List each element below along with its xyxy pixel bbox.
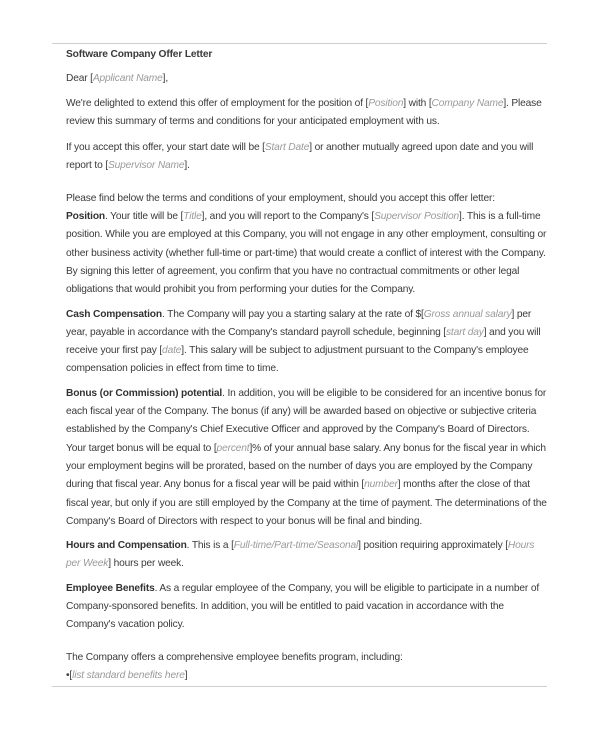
benefits-heading: Employee Benefits	[66, 582, 155, 594]
greeting-text: Dear [	[66, 73, 93, 85]
intro-text: ]. Please review this summary of terms and conditions for your anticipated employment with us.	[66, 97, 542, 127]
company-name-placeholder: Company Name	[431, 97, 504, 109]
hours-paragraph	[66, 537, 550, 574]
hours-per-week-placeholder: Hours per Week	[66, 540, 535, 570]
bonus-text: ] months after the close of that fiscal year, but only if you are still employed by the Company at the time of payment. The determinations of the Company's Board of Directors with respect to your bonus will be final and binding.	[66, 479, 547, 527]
intro-text: ] with [	[403, 97, 432, 109]
position-heading: Position	[66, 211, 105, 223]
hours-heading: Hours and Compensation	[66, 540, 187, 552]
accept-paragraph	[66, 139, 550, 176]
title-placeholder: Title	[183, 211, 202, 223]
accept-text: ] or another mutually agreed upon date and you will report to [	[66, 142, 534, 172]
benefits-list-item	[66, 667, 550, 685]
number-placeholder: number	[364, 479, 398, 491]
intro-text: We're delighted to extend this offer of employment for the position of [	[66, 97, 369, 109]
accept-text: If you accept this offer, your start date will be [	[66, 142, 265, 154]
accept-text: ].	[184, 160, 190, 172]
offer-letter-document	[66, 46, 550, 685]
cash-text: ]. This salary will be subject to adjustment pursuant to the Company's employee compensation policies in effect from time to time.	[66, 345, 529, 375]
greeting	[66, 70, 550, 88]
position-placeholder: Position	[368, 97, 404, 109]
document-title: Software Company Offer Letter	[66, 49, 213, 60]
intro-paragraph	[66, 95, 550, 132]
position-text: ]. This is a full-time position. While you are employed at this Company, you will not engage in any other employment, consulting or other business activity (whether full-time or part-time) that would create a conflict of interest with the Company. By signing this letter of agreement, you confirm that you have no contractual commitments or other legal obligations that would prohibit you from performing your duties for the Company.	[66, 211, 547, 296]
cash-text: ] per year, payable in accordance with the Company's standard payroll schedule, beginning [	[66, 308, 532, 338]
position-text: ], and you will report to the Company's [	[201, 211, 375, 223]
greeting-text: ],	[162, 73, 169, 85]
position-text: . Your title will be [	[104, 211, 184, 223]
bullet-text: •[	[66, 669, 73, 681]
terms-intro: Please find below the terms and conditions of your employment, should you accept this offer letter:	[66, 192, 495, 204]
date-placeholder: date	[162, 345, 182, 357]
supervisor-name-placeholder: Supervisor Name	[107, 160, 185, 172]
cash-heading: Cash Compensation	[66, 308, 162, 320]
benefits-placeholder: list standard benefits here	[72, 669, 185, 681]
benefits-paragraph	[66, 580, 550, 635]
program-paragraph: The Company offers a comprehensive employee benefits program, including:	[66, 651, 403, 663]
start-day-placeholder: start day	[445, 326, 484, 338]
employment-type-placeholder: Full-time/Part-time/Seasonal	[233, 540, 359, 552]
cash-text: . The Company will pay you a starting salary at the rate of $[	[161, 308, 424, 320]
cash-paragraph	[66, 306, 550, 379]
benefits-text: . As a regular employee of the Company, you will be eligible to participate in a number of Company-sponsored benefits. In addition, you will be entitled to paid vacation in accordance with the Company's vacation policy.	[66, 582, 540, 631]
bottom-rule	[52, 686, 547, 687]
cash-text: ] and you will receive your first pay [	[66, 326, 541, 357]
percent-placeholder: percent	[216, 442, 250, 454]
bonus-text: ]% of your annual base salary. Any bonus for the fiscal year in which your employment begins will be prorated, based on the number of days you are employed by the Company during that fiscal year. Any bonus for a fiscal year will be paid within [	[66, 442, 546, 491]
hours-text: ] position requiring approximately [	[358, 540, 508, 552]
start-date-placeholder: Start Date	[264, 142, 310, 154]
supervisor-position-placeholder: Supervisor Position	[374, 211, 460, 223]
salary-placeholder: Gross annual salary	[423, 308, 512, 320]
top-rule	[52, 43, 547, 44]
bullet-text: ]	[184, 669, 188, 681]
position-paragraph	[66, 208, 550, 299]
hours-text: ] hours per week.	[108, 558, 184, 570]
hours-text: . This is a [	[186, 540, 234, 552]
bonus-heading: Bonus (or Commission) potential	[66, 387, 223, 399]
bonus-text: . In addition, you will be eligible to be considered for an incentive bonus for each fiscal year of the Company. The bonus (if any) will be awarded based on objective or subjective criteria established by the Company's Chief Executive Officer and approved by the Company's Board of Directors. Your target bonus will be equal to [	[66, 387, 547, 454]
applicant-name-placeholder: Applicant Name	[92, 73, 163, 85]
bonus-paragraph	[66, 385, 550, 531]
